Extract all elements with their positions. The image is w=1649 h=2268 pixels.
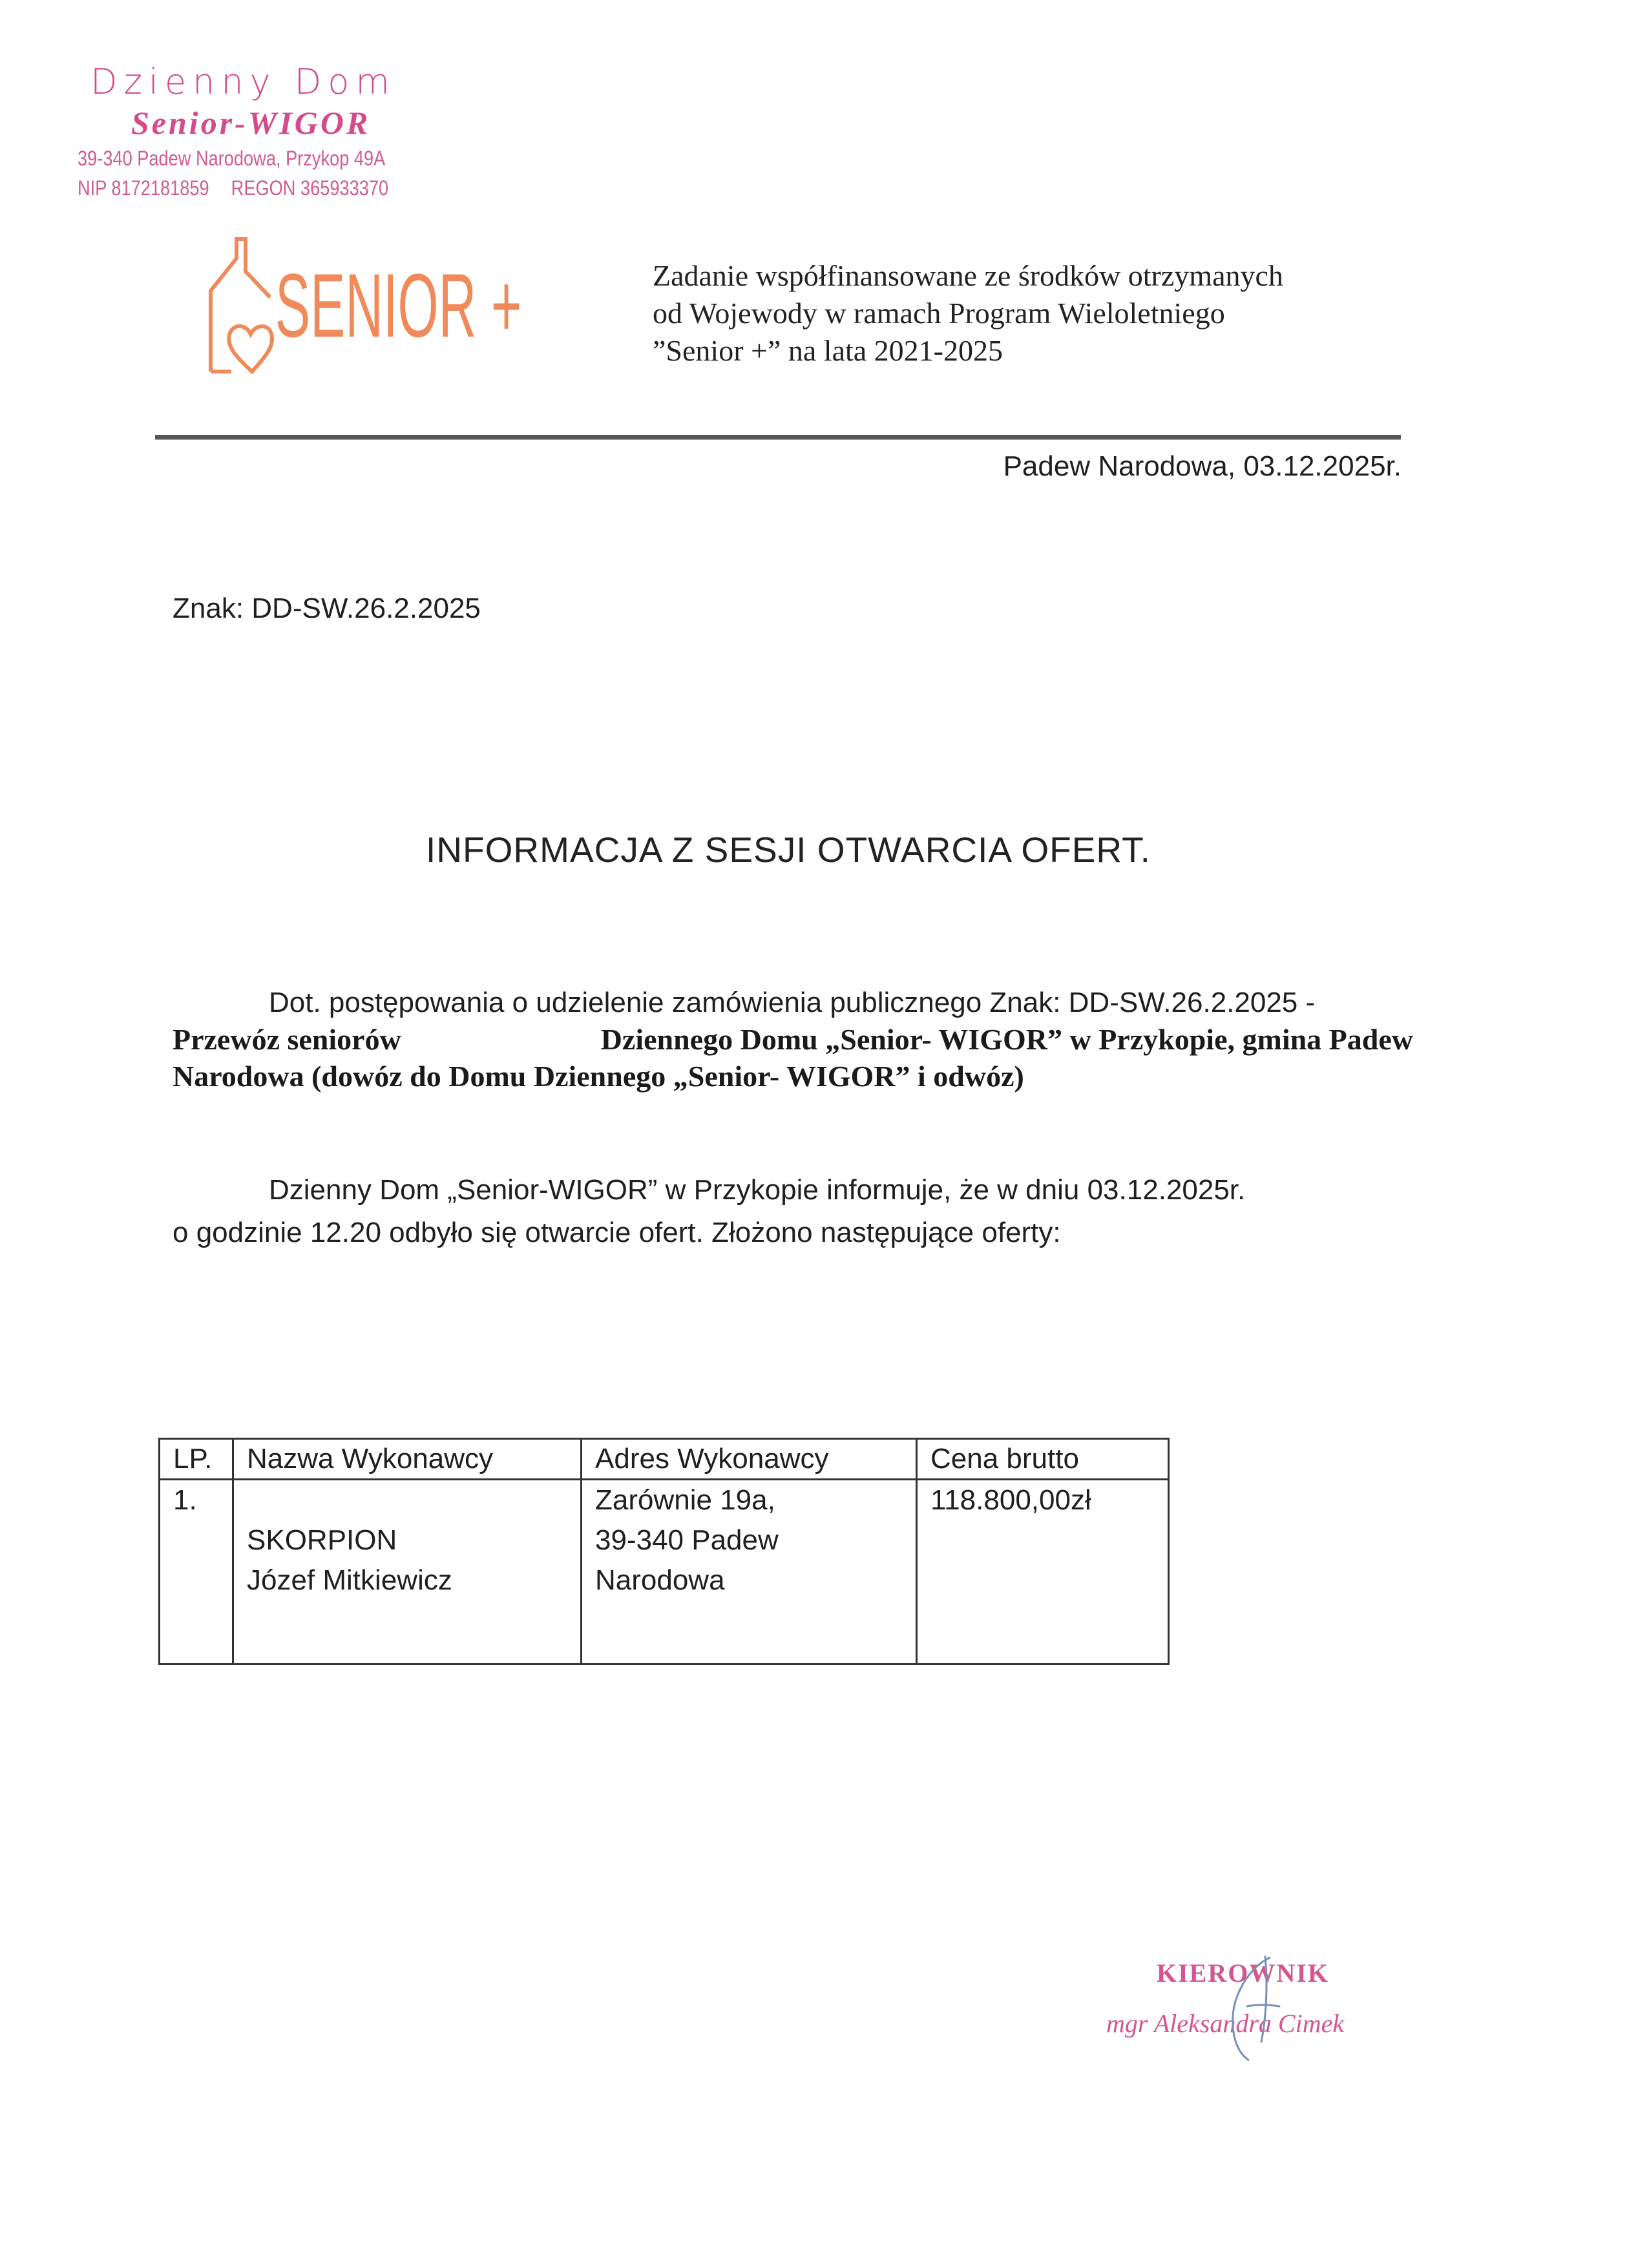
offers-table — [158, 1438, 1170, 1665]
handwritten-signature — [1208, 1945, 1299, 2087]
funding-note-line-2: od Wojewody w ramach Program Wieloletniego — [653, 297, 1225, 330]
lp-value: 1. — [173, 1484, 197, 1516]
cell-lp — [160, 1480, 233, 1664]
senior-plus-logo — [205, 236, 522, 381]
price-value: 118.800,00zł — [930, 1484, 1091, 1516]
address-line-3: Narodowa — [595, 1564, 725, 1596]
stamp-line-1: Dzienny Dom — [90, 61, 396, 102]
logo-text: SENIOR + — [275, 255, 522, 356]
subject-bold-part-a: Przewóz seniorów — [173, 1023, 401, 1056]
stamp-address: 39-340 Padew Narodowa, Przykop 49A — [78, 147, 386, 170]
document-title: INFORMACJA Z SESJI OTWARCIA OFERT. — [426, 830, 1151, 870]
place-date: Padew Narodowa, 03.12.2025r. — [1003, 450, 1402, 482]
table-header-row — [160, 1439, 1169, 1480]
funding-note-line-3: ”Senior +” na lata 2021-2025 — [653, 334, 1003, 367]
column-header-name: Nazwa Wykonawcy — [233, 1439, 582, 1480]
cell-address — [582, 1480, 917, 1664]
address-line-1: Zarównie 19a, — [595, 1484, 775, 1516]
signatory-name: mgr Aleksandra Cimek — [1106, 2009, 1345, 2038]
subject-bold — [173, 1021, 1413, 1095]
stamp-nip: NIP 8172181859 — [78, 176, 209, 200]
table-row — [160, 1480, 1169, 1664]
stamp-ids — [78, 176, 388, 200]
column-header-address: Adres Wykonawcy — [582, 1439, 917, 1480]
subject-bold-line-2: Narodowa (dowóz do Domu Dziennego „Senior- WIGOR” i odwóz) — [173, 1060, 1024, 1093]
body-line-1: Dzienny Dom „Senior-WIGOR” w Przykopie informuje, że w dniu 03.12.2025r. — [269, 1174, 1246, 1206]
company-stamp — [76, 61, 464, 204]
name-spacer — [247, 1480, 580, 1520]
house-heart-icon — [205, 236, 277, 378]
cell-name — [233, 1480, 582, 1664]
contractor-name: SKORPION — [247, 1524, 397, 1556]
cell-price — [917, 1480, 1169, 1664]
stamp-line-2: Senior-WIGOR — [131, 105, 371, 141]
reference-number: Znak: DD-SW.26.2.2025 — [173, 593, 481, 624]
body-line-2: o godzinie 12.20 odbyło się otwarcie ofert. Złożono następujące oferty: — [173, 1217, 1061, 1248]
header-divider — [155, 435, 1401, 440]
column-header-price: Cena brutto — [917, 1439, 1169, 1480]
funding-note — [653, 257, 1428, 370]
subject-bold-part-b: Dziennego Domu „Senior- WIGOR” w Przykopie, gmina Padew — [600, 1023, 1413, 1056]
subject-intro: Dot. postępowania o udzielenie zamówienia publicznego Znak: DD-SW.26.2.2025 - — [269, 987, 1316, 1018]
column-header-lp: LP. — [160, 1439, 233, 1480]
funding-note-line-1: Zadanie współfinansowane ze środków otrzymanych — [653, 259, 1283, 292]
address-line-2: 39-340 Padew — [595, 1524, 779, 1556]
contractor-owner: Józef Mitkiewicz — [247, 1564, 452, 1596]
stamp-regon: REGON 365933370 — [231, 176, 389, 200]
signatory-title: KIEROWNIK — [1157, 1958, 1329, 1988]
